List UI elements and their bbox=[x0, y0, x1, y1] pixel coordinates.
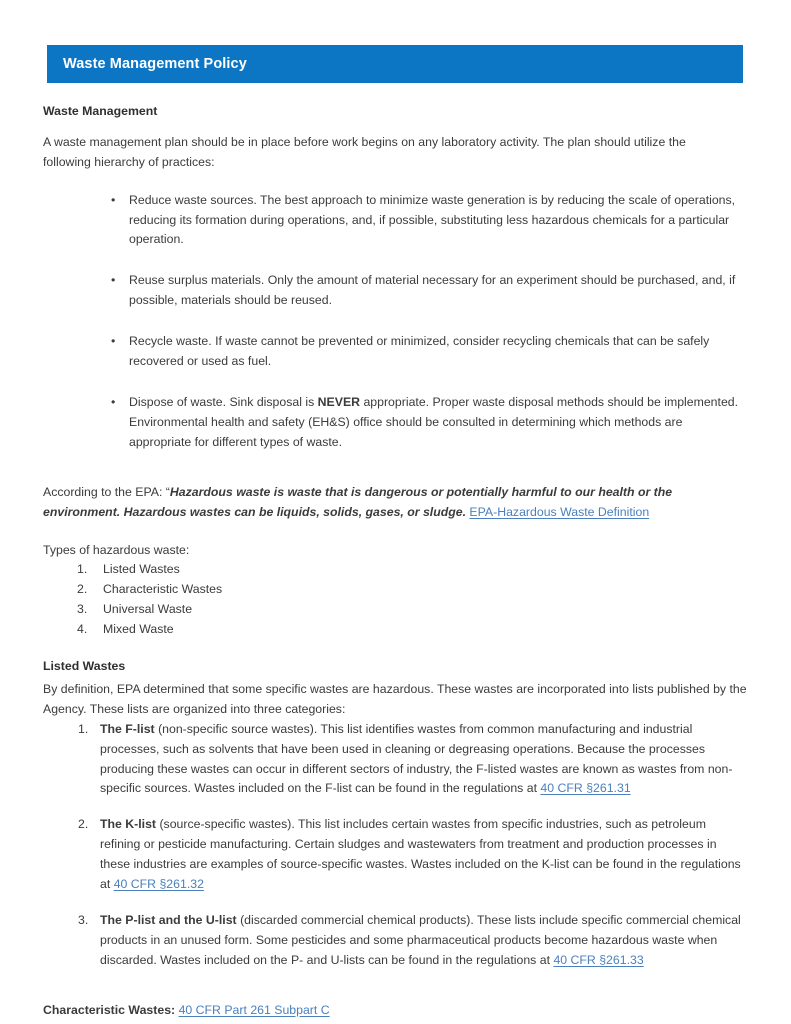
title-banner bbox=[47, 45, 743, 83]
spacer bbox=[43, 453, 748, 483]
spacer bbox=[43, 971, 748, 1001]
list-number: 2. bbox=[78, 817, 89, 832]
bullet-part-b: appropriate. Proper waste disposal methods should be implemented. Environmental health and safety (EH&S) office should be consulted in determining which methods are appropriate for different types of waste. bbox=[129, 394, 739, 449]
bullet-lead: Reuse surplus materials. bbox=[129, 273, 265, 288]
bullet-lead: Reduce waste sources. bbox=[129, 192, 257, 207]
bullet-rest: The best approach to minimize waste generation is by reducing the scale of operations, reducing its formation during operations, and, if possible, substituting less hazardous chemicals for a particular operation. bbox=[129, 192, 736, 247]
bullet-text-dispose bbox=[129, 395, 738, 449]
list-number: 1. bbox=[78, 721, 89, 736]
list-item bbox=[43, 720, 748, 800]
spacer bbox=[43, 640, 748, 658]
list-item bbox=[43, 580, 748, 600]
characteristic-wastes-label: Characteristic Wastes: bbox=[43, 1002, 176, 1017]
link-40-cfr-261-32[interactable]: 40 CFR §261.32 bbox=[113, 877, 204, 892]
list-label: Characteristic Wastes bbox=[103, 582, 223, 597]
list-item bbox=[43, 271, 748, 311]
list-number: 1. bbox=[77, 562, 88, 577]
document-body bbox=[43, 103, 748, 1021]
bullet-lead: Dispose of waste. bbox=[129, 394, 227, 409]
list-number: 4. bbox=[77, 622, 88, 637]
waste-management-intro: A waste management plan should be in place before work begins on any laboratory activity. The plan should utilize the following hierarchy of practices: bbox=[43, 134, 686, 169]
spacer bbox=[43, 523, 748, 541]
list-item bbox=[43, 600, 748, 620]
bullet-icon: • bbox=[111, 192, 116, 207]
section-heading-listed-wastes: Listed Wastes bbox=[43, 659, 126, 674]
bullet-icon: • bbox=[111, 334, 116, 349]
link-40-cfr-part-261-subpart-c[interactable]: 40 CFR Part 261 Subpart C bbox=[178, 1002, 330, 1017]
types-intro: Types of hazardous waste: bbox=[43, 542, 190, 557]
bullet-lead: Recycle waste. bbox=[129, 334, 212, 349]
emphasis-never: NEVER bbox=[317, 394, 361, 409]
list-number: 3. bbox=[78, 912, 89, 927]
list-bold-lead: The F-list bbox=[100, 721, 155, 736]
list-label: Listed Wastes bbox=[103, 562, 180, 577]
link-epa-hazardous-waste-definition[interactable]: EPA-Hazardous Waste Definition bbox=[469, 504, 650, 519]
epa-quote-paragraph bbox=[43, 483, 748, 523]
list-item bbox=[43, 191, 748, 251]
list-item bbox=[43, 815, 748, 895]
list-number: 3. bbox=[77, 602, 88, 617]
list-body: (non-specific source wastes). This list identifies wastes from common manufacturing and industrial processes, such as solvents that have been used in cleaning or degreasing operations. Because the processes producing these wastes can occur in different sectors of industry, the F-listed wastes are known as wastes from non-specific sources. Wastes included on the F-list can be found in the regulations at bbox=[100, 721, 733, 796]
list-body: (source-specific wastes). This list includes certain wastes from specific industries, such as petroleum refining or pesticide manufacturing. Certain sludges and wastewaters from treatment and production processes in these industries are examples of source-specific wastes. Wastes included on the K-list can be found in the regulations at bbox=[100, 817, 741, 892]
listed-wastes-categories bbox=[43, 720, 748, 971]
bullet-icon: • bbox=[111, 394, 116, 409]
list-item bbox=[43, 393, 748, 453]
list-number: 2. bbox=[77, 582, 88, 597]
bullet-text-reduce bbox=[129, 193, 735, 247]
bullet-text-recycle bbox=[129, 334, 709, 368]
list-label: Universal Waste bbox=[103, 602, 193, 617]
list-bold-lead: The P-list and the U-list bbox=[100, 912, 237, 927]
hazardous-waste-types-list bbox=[43, 560, 748, 640]
epa-quote-text: Hazardous waste is waste that is dangerous or potentially harmful to our health or the environment. Hazardous wastes can be liquids, solids, gases, or sludge. bbox=[43, 484, 673, 519]
practice-hierarchy-list bbox=[43, 191, 748, 453]
bullet-text-reuse bbox=[129, 273, 735, 307]
bullet-rest: If waste cannot be prevented or minimized, consider recycling chemicals that can be safely recovered or used as fuel. bbox=[129, 334, 710, 369]
characteristic-wastes-line bbox=[43, 1001, 748, 1021]
section-heading-waste-management: Waste Management bbox=[43, 104, 158, 118]
list-bold-lead: The K-list bbox=[100, 817, 157, 832]
bullet-icon: • bbox=[111, 273, 116, 288]
link-40-cfr-261-33[interactable]: 40 CFR §261.33 bbox=[553, 952, 644, 967]
link-40-cfr-261-31[interactable]: 40 CFR §261.31 bbox=[540, 781, 631, 796]
listed-wastes-intro: By definition, EPA determined that some specific wastes are hazardous. These wastes are incorporated into lists published by the Agency. These lists are organized into three categories: bbox=[43, 681, 747, 716]
bullet-rest: Only the amount of material necessary for an experiment should be purchased, and, if possible, materials should be reused. bbox=[129, 273, 736, 308]
list-item bbox=[43, 560, 748, 580]
list-item bbox=[43, 911, 748, 971]
list-item bbox=[43, 332, 748, 372]
list-body: (discarded commercial chemical products). These lists include specific commercial chemical products in an unused form. Some pesticides and some pharmaceutical products become hazardous waste when discarded. Wastes included on the P- and U-lists can be found in the regulations at bbox=[100, 912, 741, 967]
list-item bbox=[43, 620, 748, 640]
page-title: Waste Management Policy bbox=[63, 56, 247, 72]
list-label: Mixed Waste bbox=[103, 622, 174, 637]
epa-quote-prefix: According to the EPA: “ bbox=[43, 484, 170, 499]
bullet-part-a: Sink disposal is bbox=[226, 394, 318, 409]
